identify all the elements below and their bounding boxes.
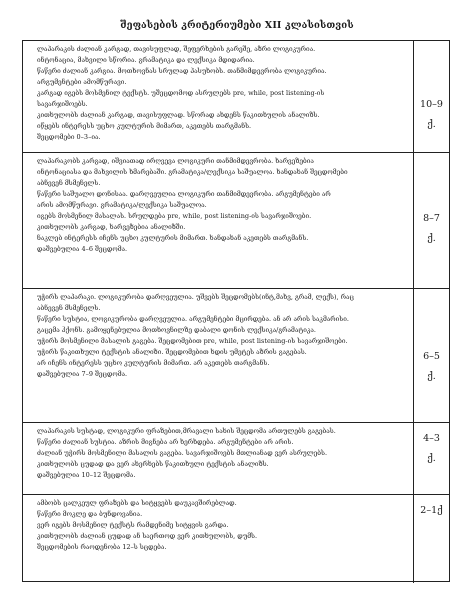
score-cell — [414, 289, 449, 422]
criteria-line: ამბობს ცალკეულ ფრაზებს და სიტყვებს დაუკავშირებლად. — [37, 499, 237, 507]
score-range: 4–3 — [423, 433, 440, 444]
criteria-line: აბნევენ მსმენელს. — [37, 304, 101, 312]
score-unit: ქ. — [427, 119, 436, 130]
criteria-line: არის ამომწურავი. გრამატიკა/ლექსიკა საშუალოა. — [37, 201, 207, 209]
score-cell — [414, 41, 449, 152]
criteria-description — [23, 289, 414, 422]
criteria-line: ლაპარაკის ძალიან კარგად, თავისუფლად, შეფერხების გარეშე, აზრი ლოგიკურია. — [37, 45, 316, 53]
criteria-line: კითხულობს ძალიან კარგად, თავისუფლად. სწორად ახდენს წაკითხულის ანალიზს. — [37, 111, 320, 119]
criteria-table — [22, 40, 450, 582]
criteria-line: დაშვებულია 4–6 შეცდომა. — [37, 245, 128, 253]
score-cell — [414, 495, 449, 583]
score-cell — [414, 423, 449, 494]
criteria-line: აბნევენ მსმენელს. — [37, 179, 101, 187]
criteria-line: არგუმენტები ამომწურავი. — [37, 78, 127, 86]
criteria-line: უჭირს წაკითხული ტექსტის ანალიზი. შეცდომებით ხდის უმეტეს აზრის გაგებას. — [37, 348, 307, 356]
criteria-line: ინტონაცია, მახვილი სწორია. გრამატიკა და ლექსიკა მდიდარია. — [37, 56, 255, 64]
criteria-line: შეცდომები 0–3–ია. — [37, 133, 101, 141]
score-range: 2–1ქ — [420, 505, 443, 516]
score-cell — [414, 153, 449, 288]
criteria-line: ვერ იგებს მოსმენილ ტექსტს რამდენიმე სიტყვის გარდა. — [37, 521, 229, 529]
criteria-line: სავარჯიშოებს. — [37, 100, 88, 108]
criteria-row — [23, 423, 449, 495]
score-unit: ქ. — [427, 453, 436, 464]
score-range: 10–9 — [420, 99, 443, 110]
criteria-row — [23, 153, 449, 289]
criteria-line: წაწერი მოკლე და ბუნდოვანია. — [37, 510, 143, 518]
criteria-row — [23, 289, 449, 423]
criteria-line: ლაპარაკობს კარგად, იშვიათად ირღვევა ლოგიკური თანმიმდევრობა. ხარვეზებია — [37, 157, 314, 165]
page-title: შეფასების კრიტერიუმები XII კლასისთვის — [120, 20, 354, 31]
criteria-line: უჭირს ლაპარაკი. ლოგიკურობა დარღვეულია. უშვებს შეცდომებს(ინტ,მახვ, გრამ, ლექს), რაც — [37, 293, 354, 301]
score-range: 8–7 — [423, 213, 440, 224]
criteria-line: ნაკლებ ინტერესს იჩენს უცხო კულტურის მიმართ. ხანდახან აკეთებს თარგმანს. — [37, 234, 309, 242]
criteria-line: წაწერი სუსტია, ლოგიკურობა დარღვეულია. არგუმენტები მცირდება. ან არ არის საკმარისი. — [37, 315, 349, 323]
score-range: 6–5 — [423, 351, 440, 362]
criteria-line: არ იჩენს ინტერესს უცხო კულტურის მიმართ. არ აკეთებს თარგმანს. — [37, 359, 270, 367]
criteria-row — [23, 495, 449, 583]
criteria-line: წაწერი საშუალო დონისაა. დარღვეულია ლოგიკური თანმიმდევრობა. არგუმენტები არ — [37, 190, 331, 198]
criteria-line: გაცემა ჰქონს. გამოყენებულია მოთხოვნილზე დაბალი დონის ლექსიკა/გრამატიკა. — [37, 326, 316, 334]
criteria-description — [23, 423, 414, 494]
score-unit: ქ. — [427, 371, 436, 382]
criteria-line: ლაპარაკის სუსტად, ლოგიკური ფრაზებით,მრავალი სახის შეცდომა ართულებს გაგებას. — [37, 427, 336, 435]
criteria-line: კითხულობს ძალიან ცუდად ან საერთოდ ვერ კითხულობს, დუმს. — [37, 532, 258, 540]
criteria-line: კითხულობს კარგად, ხარვეზებია ანალიზში. — [37, 223, 186, 231]
criteria-row — [23, 41, 449, 153]
score-unit: ქ. — [427, 233, 436, 244]
criteria-line: წაწერი ძალიან კარგია. მოთხოვნას სრულად პასუხობს. თანმიმდევრობა ლოგიკურია. — [37, 67, 327, 75]
criteria-line: კარგად იგებს მოსმენილ ტექსტს. უშეცდომოდ ასრულებს pre, while, post listening-ის — [37, 89, 325, 97]
criteria-line: დაშვებულია 10–12 შეცდომა. — [37, 471, 136, 479]
criteria-line: ძალიან უჭირს მოსმენილი მასალის გაგება. სავარჯიშოებს მთლიანად ვერ ასრულებს. — [37, 449, 328, 457]
criteria-line: კითხულობს ცუდად და ვერ ახერხებს წაკითხული ტექსტის ანალიზს. — [37, 460, 269, 468]
criteria-line: წაწერი ძალიან სუსტია. აზრის მიგნება არ ხერხდება. არგუმენტები არ არის. — [37, 438, 294, 446]
criteria-line: დაშვებულია 7–9 შეცდომა. — [37, 370, 128, 378]
criteria-line: ინტონაციასა და მახვილის ხმარებაში. გრამატიკა/ლექსიკა საშუალოა. ხანდახან შეცდომები — [37, 168, 348, 176]
criteria-line: იგებს მოსმენილ მასალას. სრულდება pre, while, post listening-ის სავარჯიშოები. — [37, 212, 312, 220]
criteria-description — [23, 153, 414, 288]
criteria-description — [23, 41, 414, 152]
criteria-line: შეცდომების რაოდენობა 12–ს სცდება. — [37, 543, 167, 551]
criteria-line: უჭირს მოსმენილი მასალის გაგება. შეცდომებით pre, while, post listening-ის სავარჯიშოები. — [37, 337, 348, 345]
criteria-line: იწყებს ინტერესს უცხო კულტურის მიმართ, აკეთებს თარგმანს. — [37, 122, 252, 130]
criteria-description — [23, 495, 414, 583]
